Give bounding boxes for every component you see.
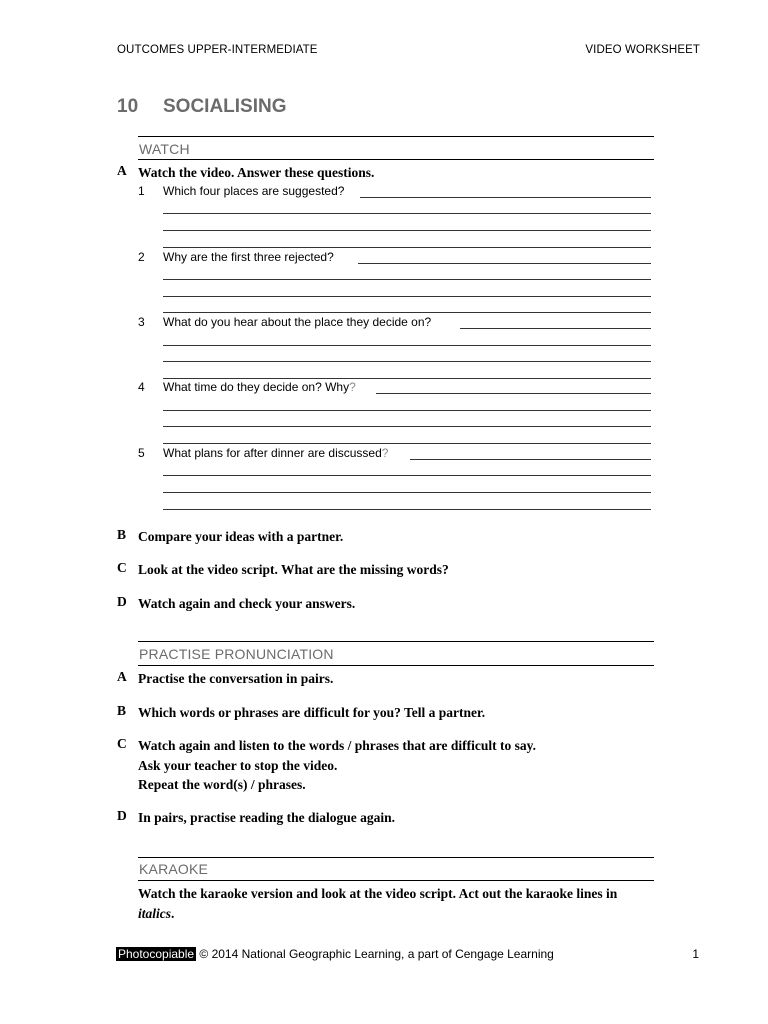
answer-line[interactable]	[163, 279, 651, 280]
pronunciation-section-top-rule	[138, 641, 654, 642]
karaoke-italic-word: italics	[138, 905, 171, 921]
answer-line[interactable]	[358, 263, 651, 264]
task-letter: B	[117, 703, 127, 718]
unit-number: 10	[117, 96, 139, 117]
watch-section-bottom-rule	[138, 159, 654, 160]
question-mark: ?	[349, 380, 356, 394]
answer-line[interactable]	[163, 312, 651, 313]
question-text: Why are the first three rejected?	[163, 250, 334, 264]
answer-line[interactable]	[163, 475, 651, 476]
answer-line[interactable]	[163, 296, 651, 297]
task-letter: D	[117, 808, 127, 823]
question-text: What plans for after dinner are discussed	[163, 446, 382, 460]
watch-section-top-rule	[138, 136, 654, 137]
answer-line[interactable]	[163, 230, 651, 231]
task-text: Practise the conversation in pairs.	[138, 671, 334, 686]
task-text: Compare your ideas with a partner.	[138, 529, 344, 544]
task-letter: B	[117, 527, 127, 542]
question-text: Which four places are suggested?	[163, 184, 345, 198]
answer-line[interactable]	[163, 361, 651, 362]
answer-line[interactable]	[163, 426, 651, 427]
answer-line[interactable]	[163, 247, 651, 248]
answer-line[interactable]	[163, 509, 651, 510]
unit-heading	[117, 96, 287, 118]
answer-line[interactable]	[163, 378, 651, 379]
task-letter: A	[117, 163, 127, 178]
task-text: Which words or phrases are difficult for you? Tell a partner.	[138, 705, 486, 720]
page-number: 1	[692, 947, 699, 961]
karaoke-text: Watch the karaoke version and look at the video script. Act out the karaoke lines in	[138, 886, 618, 901]
question-text: What do you hear about the place they decide on?	[163, 315, 432, 329]
answer-line[interactable]	[163, 213, 651, 214]
question-number: 5	[138, 446, 145, 460]
question-number: 3	[138, 315, 145, 329]
answer-line[interactable]	[360, 197, 651, 198]
pronunciation-section-title: PRACTISE PRONUNCIATION	[139, 646, 334, 662]
photocopiable-badge: Photocopiable	[118, 947, 195, 961]
copyright-text: © 2014 National Geographic Learning, a part of Cengage Learning	[199, 947, 554, 961]
watch-section-title: WATCH	[139, 141, 190, 157]
task-letter: D	[117, 594, 127, 609]
task-letter: A	[117, 669, 127, 684]
task-text-line-3: Repeat the word(s) / phrases.	[138, 777, 306, 792]
answer-line[interactable]	[410, 459, 651, 460]
karaoke-section-title: KARAOKE	[139, 861, 209, 877]
task-text: Watch again and check your answers.	[138, 596, 356, 611]
question-number: 4	[138, 380, 145, 394]
task-letter: C	[117, 736, 127, 751]
question-text: What time do they decide on? Why	[163, 380, 350, 394]
unit-title: SOCIALISING	[163, 96, 287, 117]
header-course-title: OUTCOMES UPPER-INTERMEDIATE	[117, 44, 318, 56]
answer-line[interactable]	[163, 443, 651, 444]
header-worksheet-type: VIDEO WORKSHEET	[585, 44, 700, 56]
answer-line[interactable]	[376, 393, 651, 394]
karaoke-section-top-rule	[138, 857, 654, 858]
footer-copyright	[116, 947, 554, 961]
task-text: Look at the video script. What are the missing words?	[138, 562, 449, 577]
task-text-line-1: Watch again and listen to the words / phrases that are difficult to say.	[138, 738, 537, 753]
karaoke-text-end: .	[171, 905, 175, 921]
answer-line[interactable]	[163, 345, 651, 346]
question-number: 1	[138, 184, 145, 198]
question-number: 2	[138, 250, 145, 264]
task-text: In pairs, practise reading the dialogue again.	[138, 810, 396, 825]
answer-line[interactable]	[163, 410, 651, 411]
answer-line[interactable]	[163, 492, 651, 493]
karaoke-section-bottom-rule	[138, 880, 654, 881]
task-letter: C	[117, 560, 127, 575]
task-text: Watch the video. Answer these questions.	[138, 165, 375, 180]
pronunciation-section-bottom-rule	[138, 665, 654, 666]
answer-line[interactable]	[460, 328, 651, 329]
question-mark: ?	[381, 446, 389, 460]
task-text-line-2: Ask your teacher to stop the video.	[138, 757, 338, 773]
